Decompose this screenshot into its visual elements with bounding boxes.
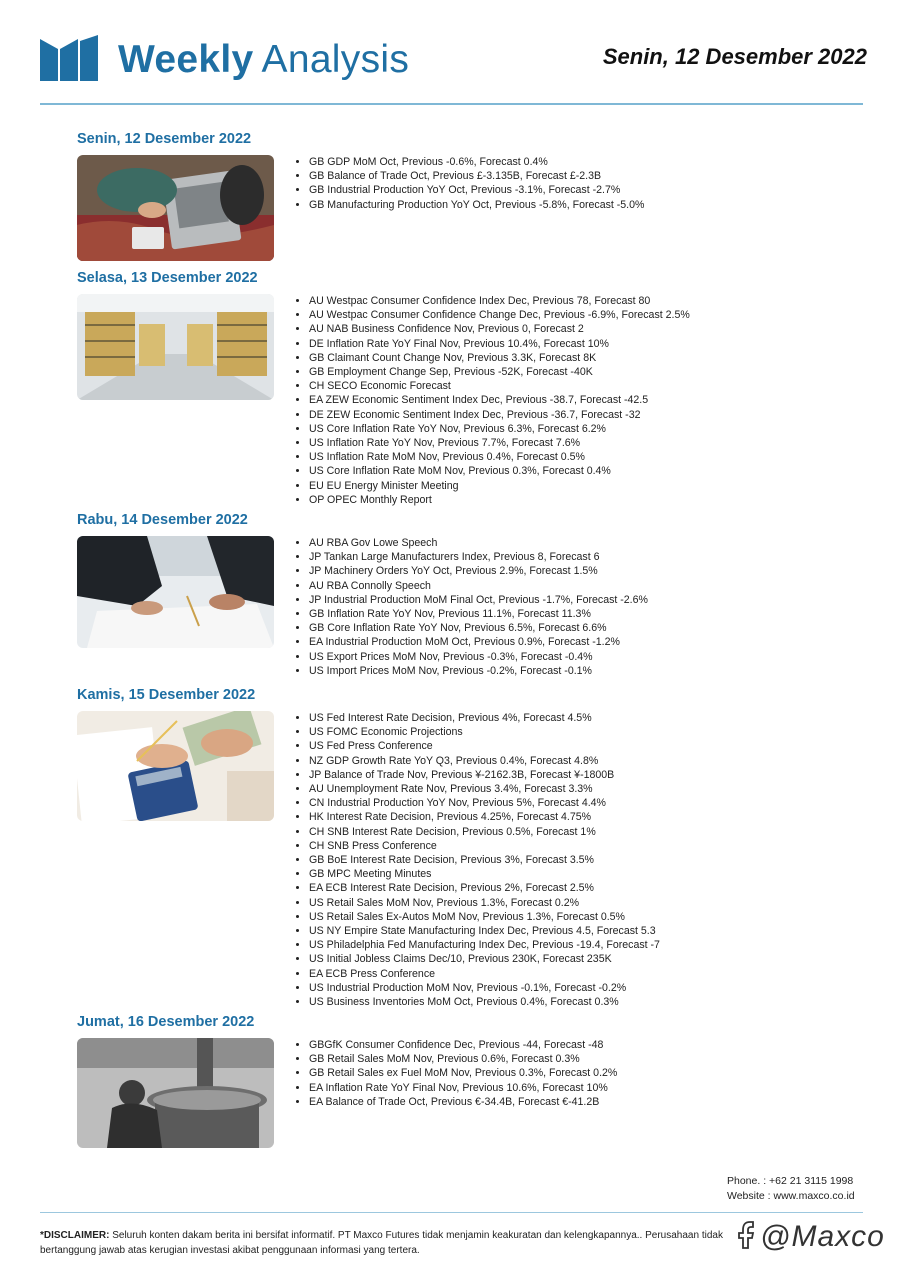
event-item: • AU NAB Business Confidence Nov, Previous 0, Forecast 2 — [309, 322, 690, 336]
event-list — [295, 155, 644, 212]
event-item: • US Philadelphia Fed Manufacturing Index Dec, Previous -19.4, Forecast -7 — [309, 938, 660, 952]
title-light: Analysis — [261, 38, 410, 81]
event-item: • US Core Inflation Rate MoM Nov, Previous 0.3%, Forecast 0.4% — [309, 464, 690, 478]
event-item: • GB Core Inflation Rate YoY Nov, Previous 6.5%, Forecast 6.6% — [309, 621, 648, 635]
day-image-repair — [77, 155, 274, 261]
website-link[interactable]: : www.maxco.co.id — [767, 1190, 855, 1202]
event-item: • GB Employment Change Sep, Previous -52K, Forecast -40K — [309, 365, 690, 379]
facebook-icon — [734, 1220, 760, 1250]
event-item: • AU Unemployment Rate Nov, Previous 3.4%, Forecast 3.3% — [309, 782, 660, 796]
event-item: • US Inflation Rate YoY Nov, Previous 7.7%, Forecast 7.6% — [309, 436, 690, 450]
event-item: • GB Industrial Production YoY Oct, Previous -3.1%, Forecast -2.7% — [309, 183, 644, 197]
day-image-industrial — [77, 1038, 274, 1148]
event-item: • GBGfK Consumer Confidence Dec, Previous -44, Forecast -48 — [309, 1038, 617, 1052]
event-item: • US Inflation Rate MoM Nov, Previous 0.4%, Forecast 0.5% — [309, 450, 690, 464]
event-item: • US Business Inventories MoM Oct, Previous 0.4%, Forecast 0.3% — [309, 995, 660, 1009]
event-list — [295, 711, 660, 1009]
website-label: Website — [727, 1190, 765, 1202]
day-heading: Kamis, 15 Desember 2022 — [77, 687, 256, 703]
event-item: • US Fed Interest Rate Decision, Previous 4%, Forecast 4.5% — [309, 711, 660, 725]
event-list — [295, 294, 690, 507]
phone-number: : +62 21 3115 1998 — [763, 1175, 854, 1187]
event-item: • EU EU Energy Minister Meeting — [309, 479, 690, 493]
event-item: • GB Claimant Count Change Nov, Previous 3.3K, Forecast 8K — [309, 351, 690, 365]
event-item: • US Retail Sales Ex-Autos MoM Nov, Previous 1.3%, Forecast 0.5% — [309, 910, 660, 924]
event-item: • US Initial Jobless Claims Dec/10, Previous 230K, Forecast 235K — [309, 952, 660, 966]
logo-icon — [40, 35, 98, 81]
page-header — [40, 32, 867, 92]
event-item: • GB Balance of Trade Oct, Previous £-3.135B, Forecast £-2.3B — [309, 169, 644, 183]
event-item: • AU RBA Gov Lowe Speech — [309, 536, 648, 550]
event-item: • GB MPC Meeting Minutes — [309, 867, 660, 881]
website-row — [727, 1189, 855, 1204]
disclaimer-text: Seluruh konten dakam berita ini bersifat informatif. PT Maxco Futures tidak menjamin keakuratan dan kelengkapannya.. Perusahaan tidak bertanggung jawab atas kerugian investasi akibat penggunaan informasi yang tertera. — [40, 1230, 723, 1256]
event-item: • GB BoE Interest Rate Decision, Previous 3%, Forecast 3.5% — [309, 853, 660, 867]
event-item: • JP Industrial Production MoM Final Oct, Previous -1.7%, Forecast -2.6% — [309, 593, 648, 607]
event-item: • JP Machinery Orders YoY Oct, Previous 2.9%, Forecast 1.5% — [309, 564, 648, 578]
social-handle-text: @Maxco — [760, 1220, 885, 1253]
day-section-friday — [77, 1014, 867, 1108]
event-item: • US Retail Sales MoM Nov, Previous 1.3%, Forecast 0.2% — [309, 896, 660, 910]
event-item: • EA ZEW Economic Sentiment Index Dec, Previous -38.7, Forecast -42.5 — [309, 393, 690, 407]
event-item: • US Industrial Production MoM Nov, Previous -0.1%, Forecast -0.2% — [309, 981, 660, 995]
event-item: • GB Manufacturing Production YoY Oct, Previous -5.8%, Forecast -5.0% — [309, 198, 644, 212]
phone-row — [727, 1174, 855, 1189]
event-item: • GB Inflation Rate YoY Nov, Previous 11.1%, Forecast 11.3% — [309, 607, 648, 621]
event-item: • US Export Prices MoM Nov, Previous -0.3%, Forecast -0.4% — [309, 650, 648, 664]
event-item: • JP Balance of Trade Nov, Previous ¥-2162.3B, Forecast ¥-1800B — [309, 768, 660, 782]
event-item: • CH SECO Economic Forecast — [309, 379, 690, 393]
day-image-signing — [77, 536, 274, 648]
title-bold: Weekly — [118, 38, 254, 81]
event-item: • EA Industrial Production MoM Oct, Previous 0.9%, Forecast -1.2% — [309, 635, 648, 649]
event-item: • GB GDP MoM Oct, Previous -0.6%, Forecast 0.4% — [309, 155, 644, 169]
day-image-warehouse — [77, 294, 274, 400]
event-item: • EA ECB Press Conference — [309, 967, 660, 981]
event-item: • AU Westpac Consumer Confidence Change Dec, Previous -6.9%, Forecast 2.5% — [309, 308, 690, 322]
event-list — [295, 536, 648, 678]
event-item: • EA Inflation Rate YoY Final Nov, Previous 10.6%, Forecast 10% — [309, 1081, 617, 1095]
event-item: • JP Tankan Large Manufacturers Index, Previous 8, Forecast 6 — [309, 550, 648, 564]
event-item: • CH SNB Press Conference — [309, 839, 660, 853]
event-item: • US Fed Press Conference — [309, 739, 660, 753]
event-item: • AU RBA Connolly Speech — [309, 579, 648, 593]
event-item: • EA ECB Interest Rate Decision, Previous 2%, Forecast 2.5% — [309, 881, 660, 895]
day-heading: Jumat, 16 Desember 2022 — [77, 1014, 255, 1030]
footer-divider — [40, 1212, 863, 1213]
event-item: • US FOMC Economic Projections — [309, 725, 660, 739]
event-item: • US Import Prices MoM Nov, Previous -0.2%, Forecast -0.1% — [309, 664, 648, 678]
day-image-calculator — [77, 711, 274, 821]
event-item: • US NY Empire State Manufacturing Index Dec, Previous 4.5, Forecast 5.3 — [309, 924, 660, 938]
phone-label: Phone. — [727, 1175, 761, 1187]
day-heading: Selasa, 13 Desember 2022 — [77, 270, 258, 286]
event-item: • US Core Inflation Rate YoY Nov, Previous 6.3%, Forecast 6.2% — [309, 422, 690, 436]
event-item: • CH SNB Interest Rate Decision, Previous 0.5%, Forecast 1% — [309, 825, 660, 839]
event-item: • DE Inflation Rate YoY Final Nov, Previous 10.4%, Forecast 10% — [309, 337, 690, 351]
event-item: • NZ GDP Growth Rate YoY Q3, Previous 0.4%, Forecast 4.8% — [309, 754, 660, 768]
event-item: • HK Interest Rate Decision, Previous 4.25%, Forecast 4.75% — [309, 810, 660, 824]
event-item: • OP OPEC Monthly Report — [309, 493, 690, 507]
day-section-thursday — [77, 687, 867, 1009]
disclaimer-label: *DISCLAIMER: — [40, 1230, 110, 1241]
event-item: • GB Retail Sales MoM Nov, Previous 0.6%, Forecast 0.3% — [309, 1052, 617, 1066]
event-list — [295, 1038, 617, 1109]
social-handle[interactable] — [734, 1220, 885, 1254]
page-title — [118, 38, 409, 82]
day-section-tuesday — [77, 270, 867, 506]
day-section-monday — [77, 131, 867, 211]
header-divider — [40, 103, 863, 105]
day-heading: Senin, 12 Desember 2022 — [77, 131, 252, 147]
day-heading: Rabu, 14 Desember 2022 — [77, 512, 248, 528]
day-section-wednesday — [77, 512, 867, 677]
event-item: • DE ZEW Economic Sentiment Index Dec, Previous -36.7, Forecast -32 — [309, 408, 690, 422]
event-item: • GB Retail Sales ex Fuel MoM Nov, Previous 0.3%, Forecast 0.2% — [309, 1066, 617, 1080]
disclaimer — [40, 1228, 730, 1258]
event-item: • AU Westpac Consumer Confidence Index Dec, Previous 78, Forecast 80 — [309, 294, 690, 308]
event-item: • CN Industrial Production YoY Nov, Previous 5%, Forecast 4.4% — [309, 796, 660, 810]
header-date: Senin, 12 Desember 2022 — [602, 44, 867, 69]
contact-info — [727, 1174, 855, 1204]
event-item: • EA Balance of Trade Oct, Previous €-34.4B, Forecast €-41.2B — [309, 1095, 617, 1109]
